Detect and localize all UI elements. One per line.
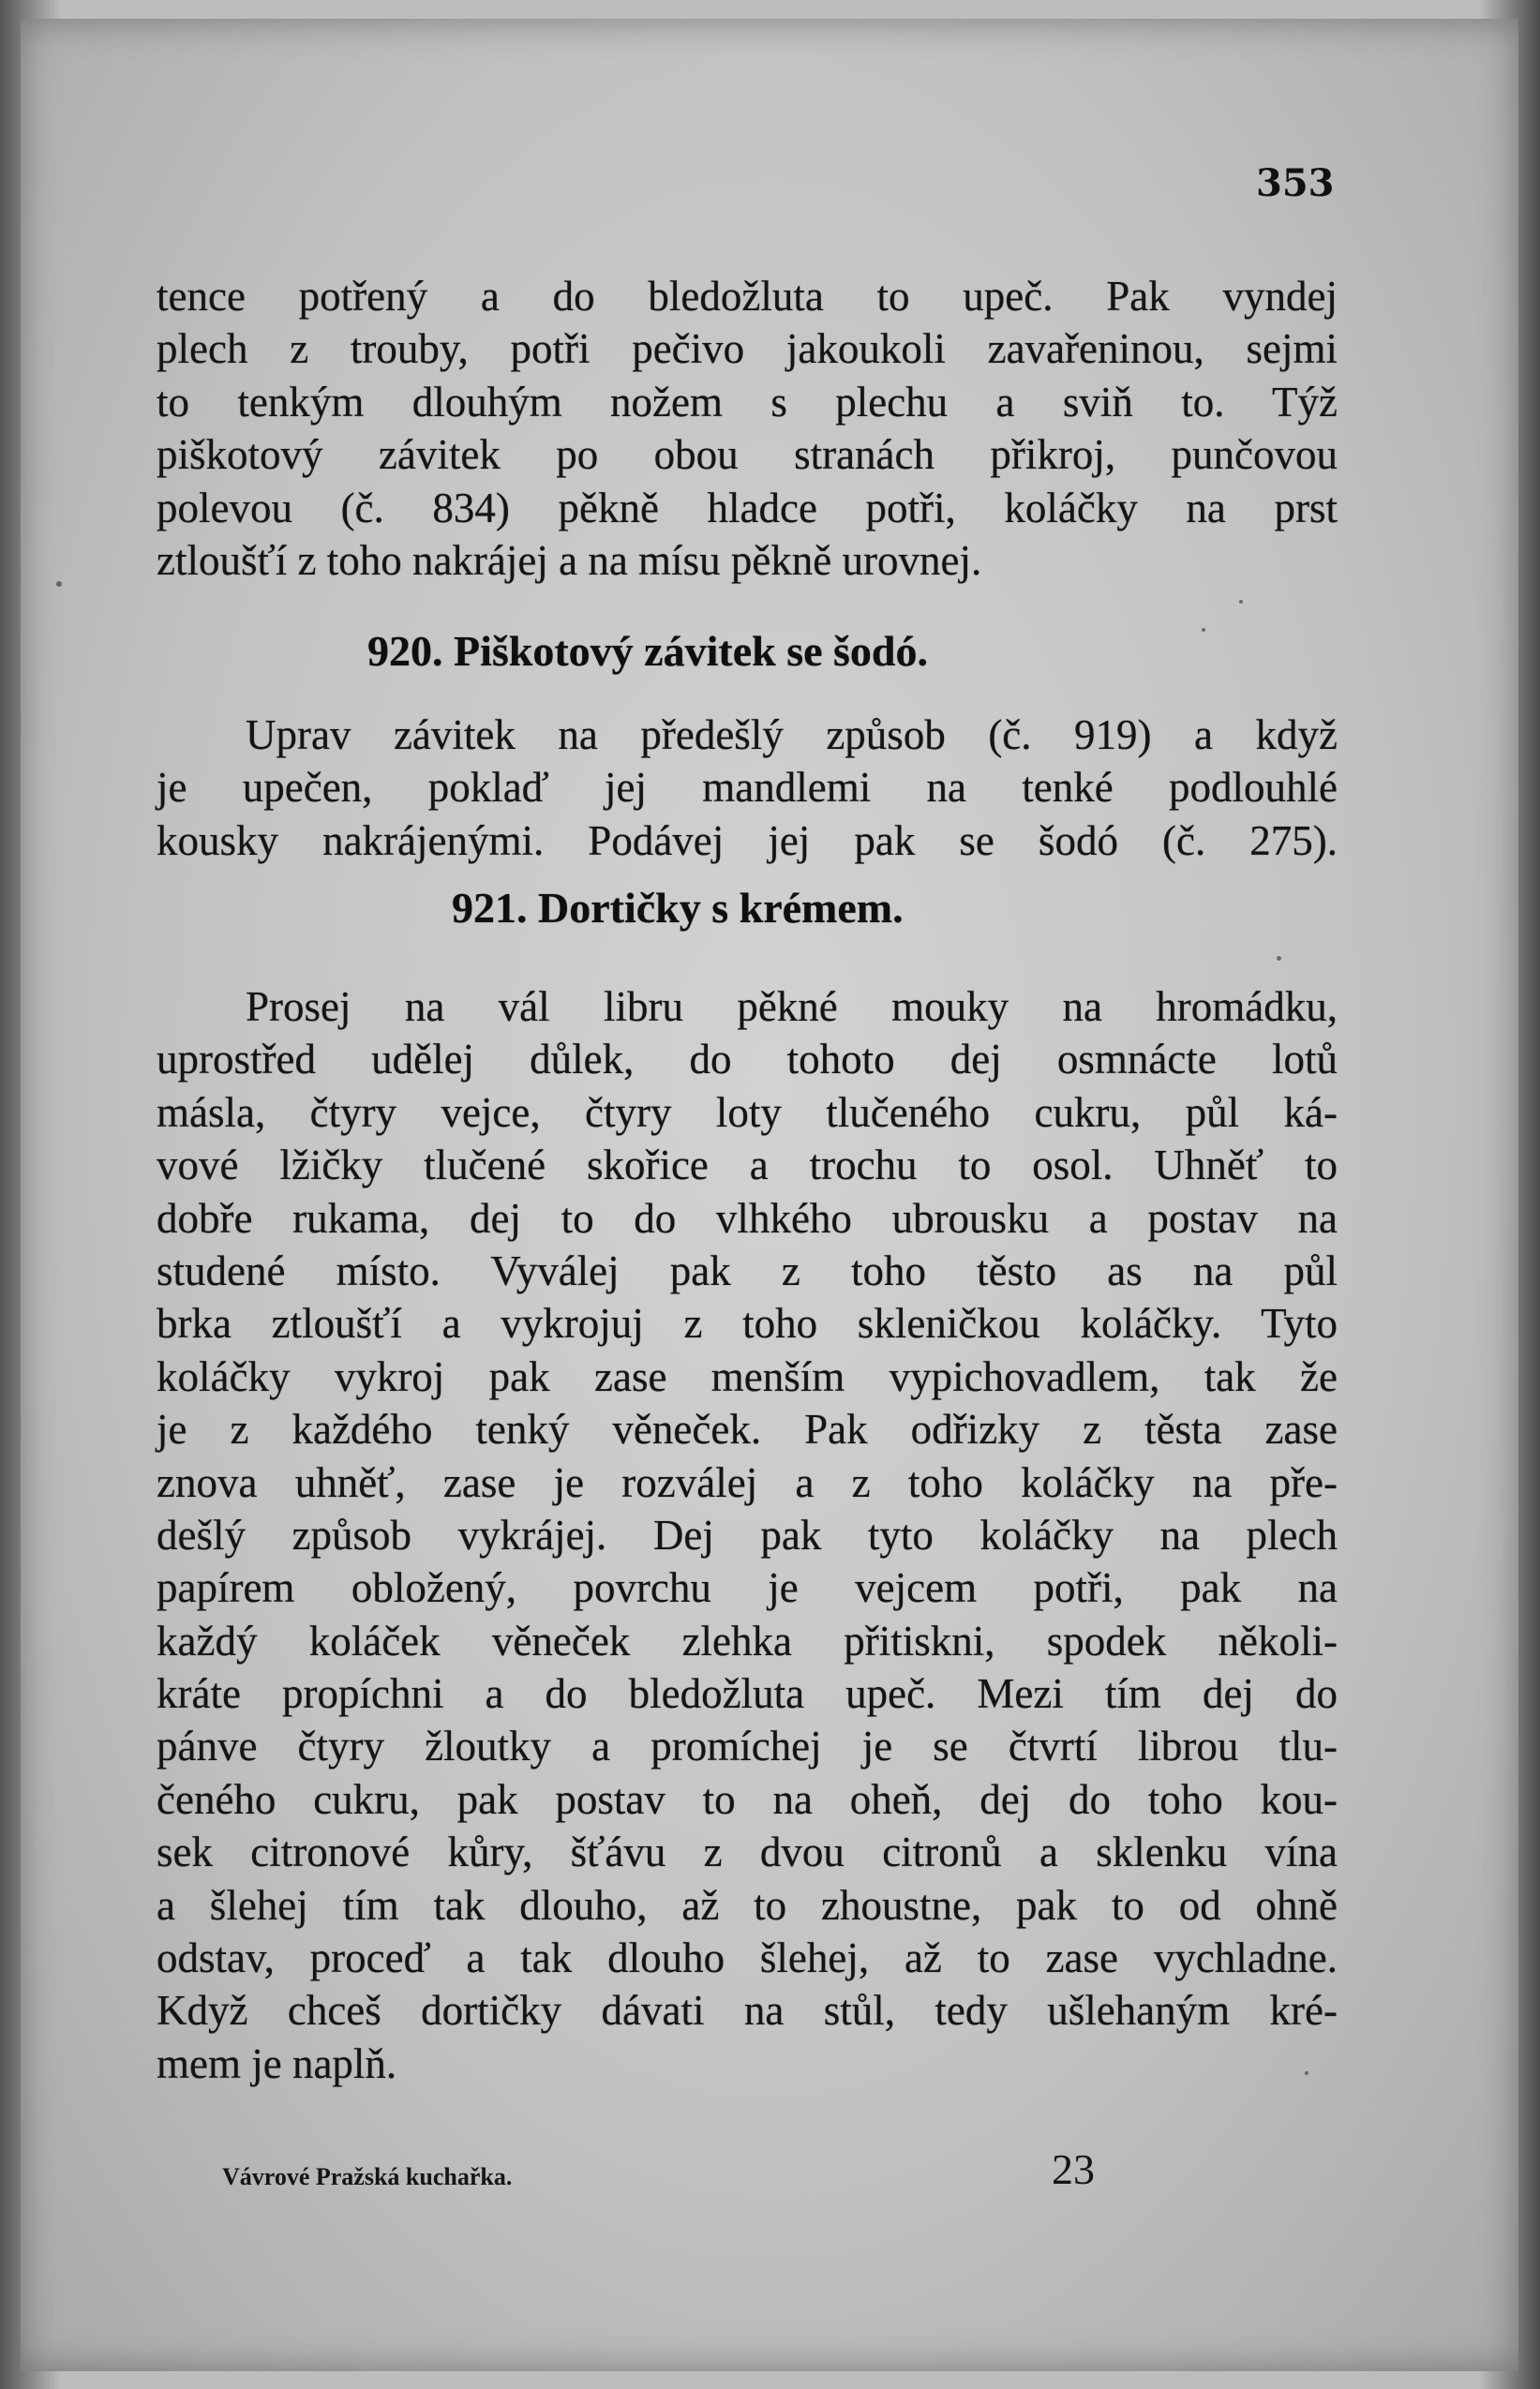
paper-sheet [21,19,1518,2371]
text-line: odstav, proceď a tak dlouho šlehej, až to zase vychladne. [157,1934,1338,1982]
text-line: je upečen, poklaď jej mandlemi na tenké podlouhlé [157,764,1338,812]
recipe-920-heading: 920. Piškotový závitek se šodó. [367,627,928,675]
text-line: Prosej na vál libru pěkné mouky na hromádku, [246,983,1338,1030]
recipe-920-text [157,709,1338,867]
footer-book-title: Vávrové Pražská kuchařka. [222,2163,513,2190]
text-line: kráte propíchni a do bledožluta upeč. Mezi tím dej do [157,1670,1338,1718]
text-line: to tenkým dlouhým nožem s plechu a sviň to. Týž [157,378,1338,426]
text-line: pánve čtyry žloutky a promíchej je se čtvrtí librou tlu- [157,1723,1338,1770]
text-line: dobře rukama, dej to do vlhkého ubrousku a postav na [157,1194,1338,1242]
text-line: a šlehej tím tak dlouho, až to zhoustne, pak to od ohně [157,1881,1338,1929]
text-line: másla, čtyry vejce, čtyry loty tlučeného cukru, půl ká- [157,1088,1338,1136]
ink-speck [1239,600,1243,604]
text-line: koláčky vykroj pak zase menším vypichovadlem, tak že [157,1352,1338,1400]
text-line: každý koláček věneček zlehka přitiskni, spodek několi- [157,1617,1338,1665]
footer-signature-mark: 23 [1052,2145,1095,2193]
text-line: kousky nakrájenými. Podávej jej pak se šodó (č. 275). [157,816,1338,864]
text-line: studené místo. Vyválej pak z toho těsto as na půl [157,1247,1338,1294]
ink-speck [1277,956,1281,961]
text-line: znova uhněť, zase je rozválej a z toho koláčky na pře- [157,1458,1338,1506]
text-line: papírem obložený, povrchu je vejcem potři, pak na [157,1564,1338,1612]
text-line: vové lžičky tlučené skořice a trochu to osol. Uhněť to [157,1142,1338,1189]
recipe-921-heading: 921. Dortičky s krémem. [452,884,904,932]
text-line: ztloušťí z toho nakrájej a na mísu pěkně urovnej. [157,536,982,584]
ink-speck [1202,628,1205,632]
text-line: brka ztloušťí a vykrojuj z toho skleničkou koláčky. Tyto [157,1300,1338,1348]
text-line: Uprav závitek na předešlý způsob (č. 919) a když [246,711,1338,758]
text-line: je z každého tenký věneček. Pak odřizky z těsta zase [157,1406,1338,1454]
text-line: tence potřený a do bledožluta to upeč. Pak vyndej [157,273,1338,320]
text-line: sek citronové kůry, šťávu z dvou citronů a sklenku vína [157,1829,1338,1876]
text-line: čeného cukru, pak postav to na oheň, dej do toho kou- [157,1775,1338,1823]
text-line: mem je naplň. [157,2039,397,2087]
text-line: polevou (č. 834) pěkně hladce potři, koláčky na prst [157,484,1338,531]
ink-speck [56,581,62,587]
recipe-921-text [157,980,1338,2090]
section-top-text [157,270,1338,587]
page-number: 353 [1256,161,1335,205]
text-line: piškotový závitek po obou stranách přikroj, punčovou [157,431,1338,479]
text-line: plech z trouby, potři pečivo jakoukoli zavařeninou, sejmi [157,325,1338,373]
text-line: dešlý způsob vykrájej. Dej pak tyto koláčky na plech [157,1511,1338,1559]
text-line: Když chceš dortičky dávati na stůl, tedy ušlehaným kré- [157,1987,1338,2035]
text-line: uprostřed udělej důlek, do tohoto dej osmnácte lotů [157,1036,1338,1083]
